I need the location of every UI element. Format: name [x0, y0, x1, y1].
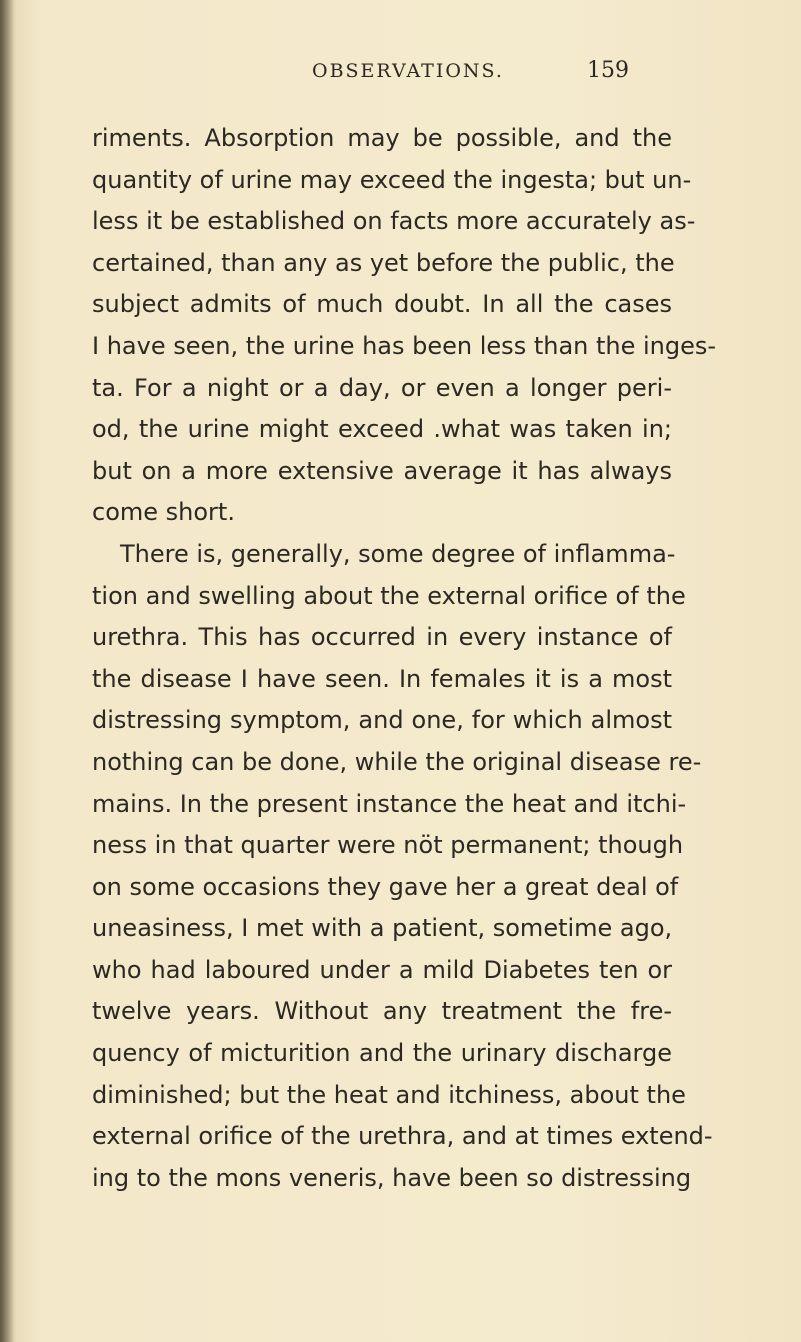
text-line: the disease I have seen. In females it is a most [92, 664, 672, 693]
text-line: urethra. This has occurred in every instance of [92, 623, 672, 652]
text-line: quantity of urine may exceed the ingesta; but un- [92, 165, 692, 194]
text-line: mains. In the present instance the heat and itchi- [92, 789, 687, 818]
text-line: ness in that quarter were nöt permanent; though [92, 831, 684, 860]
text-line: diminished; but the heat and itchiness, about the [92, 1080, 686, 1109]
text-line: external orifice of the urethra, and at times extend- [92, 1122, 713, 1151]
text-line: nothing can be done, while the original disease re- [92, 747, 702, 776]
text-line: come short. [92, 498, 235, 527]
text-line: ta. For a night or a day, or even a longer peri- [92, 373, 672, 402]
body-text [92, 118, 717, 1199]
binding-gutter [0, 0, 14, 1342]
text-line: riments. Absorption may be possible, and the [92, 124, 672, 152]
text-line: quency of micturition and the urinary discharge [92, 1039, 672, 1068]
text-line: certained, than any as yet before the public, the [92, 248, 675, 277]
text-line: twelve years. Without any treatment the fre- [92, 997, 672, 1026]
running-head-title: OBSERVATIONS. [312, 60, 504, 82]
text-line: who had laboured under a mild Diabetes ten or [92, 955, 672, 984]
text-line: but on a more extensive average it has always [92, 456, 672, 485]
text-line: uneasiness, I met with a patient, sometime ago, [92, 914, 673, 943]
text-line: distressing symptom, and one, for which almost [92, 706, 672, 735]
text-line: tion and swelling about the external orifice of the [92, 581, 686, 610]
text-line: There is, generally, some degree of inflamma- [120, 539, 676, 568]
running-head [0, 58, 801, 92]
text-line: subject admits of much doubt. In all the cases [92, 290, 672, 319]
text-line: on some occasions they gave her a great deal of [92, 872, 679, 901]
text-line: ing to the mons veneris, have been so distressing [92, 1163, 692, 1192]
text-line: od, the urine might exceed .what was taken in; [92, 415, 672, 444]
text-line: I have seen, the urine has been less than the inges- [92, 331, 717, 360]
text-line: less it be established on facts more accurately as- [92, 207, 696, 236]
page-number: 159 [587, 58, 629, 83]
